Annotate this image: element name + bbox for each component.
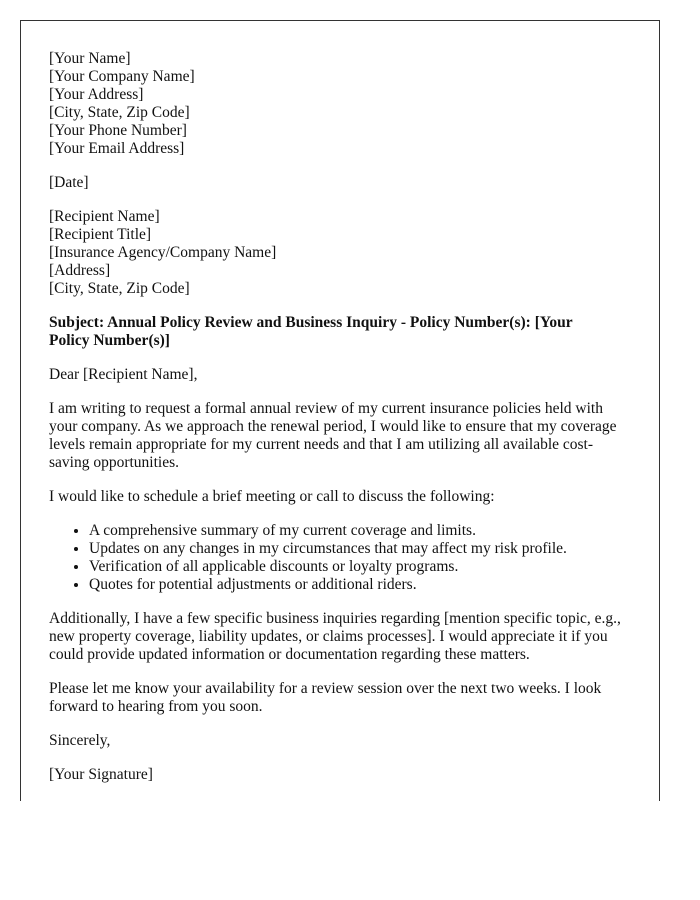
sender-phone: [Your Phone Number]	[49, 122, 187, 139]
letter-page	[20, 20, 660, 801]
sender-name: [Your Name]	[49, 50, 131, 67]
list-item: • A comprehensive summary of my current coverage and limits.	[89, 522, 631, 540]
recipient-city-state-zip: [City, State, Zip Code]	[49, 280, 190, 297]
recipient-title: [Recipient Title]	[49, 226, 152, 243]
recipient-name: [Recipient Name]	[49, 208, 160, 225]
list-item: • Updates on any changes in my circumstances that may affect my risk profile.	[89, 540, 631, 558]
sender-city-state-zip: [City, State, Zip Code]	[49, 104, 190, 121]
sender-address-block	[49, 50, 631, 158]
list-intro-paragraph: I would like to schedule a brief meeting or call to discuss the following:	[49, 488, 495, 505]
recipient-company: [Insurance Agency/Company Name]	[49, 244, 277, 261]
closing-paragraph: Please let me know your availability for a review session over the next two weeks. I look forward to hearing from you soon.	[49, 680, 602, 715]
subject-line: Subject: Annual Policy Review and Business Inquiry - Policy Number(s): [Your Policy Number(s)]	[49, 314, 573, 349]
recipient-address: [Address]	[49, 262, 111, 279]
list-item: • Quotes for potential adjustments or additional riders.	[89, 576, 631, 594]
intro-paragraph: I am writing to request a formal annual review of my current insurance policies held with your company. As we approach the renewal period, I would like to ensure that my coverage levels remain appropriate for my current needs and that I am utilizing all available cost-saving opportunities.	[49, 400, 617, 471]
sender-company: [Your Company Name]	[49, 68, 195, 85]
closing-valediction: Sincerely,	[49, 732, 111, 749]
date-line: [Date]	[49, 174, 89, 191]
salutation: Dear [Recipient Name],	[49, 366, 198, 383]
discussion-topics-list	[49, 522, 631, 594]
additional-inquiries-paragraph: Additionally, I have a few specific business inquiries regarding [mention specific topic, e.g., new property coverage, liability updates, or claims processes]. I would appreciate it if you could provide updated information or documentation regarding these matters.	[49, 610, 621, 663]
list-item: • Verification of all applicable discounts or loyalty programs.	[89, 558, 631, 576]
sender-address: [Your Address]	[49, 86, 144, 103]
recipient-address-block	[49, 208, 631, 298]
signature-line: [Your Signature]	[49, 766, 153, 783]
sender-email: [Your Email Address]	[49, 140, 185, 157]
